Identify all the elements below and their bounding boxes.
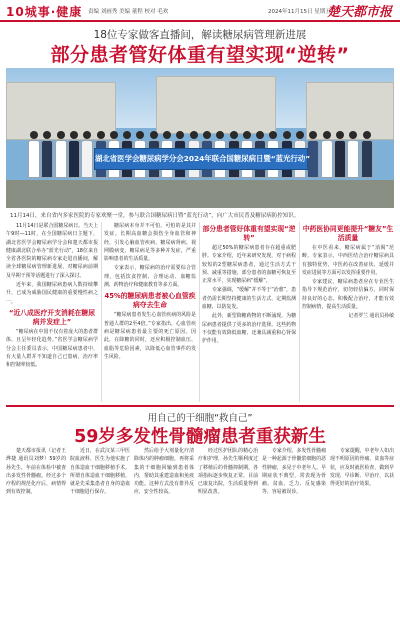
- column-divider: [199, 222, 200, 402]
- paragraph: 专家强调，“缓解”并不等于“治愈”，患者仍需长期坚持健康的生活方式，定期监测血糖，以防复发。: [202, 287, 296, 311]
- paragraph: 经过医护团队的精心治疗和护理，孙先生顺利度过了移植后的骨髓抑制期，各项指标逐步恢复正常，目前已康复出院，生活质量得到明显改善。: [198, 448, 258, 496]
- group-photo: [6, 68, 394, 208]
- article-column-4: [302, 222, 394, 402]
- byline: 记者罗兰 通讯员孙敏: [348, 313, 394, 320]
- article-column-2: [104, 222, 196, 402]
- person-head: [283, 131, 291, 139]
- photo-caption: 11月14日，来自省内多家医院的专家欢聚一堂，参与联合国糖尿病日暨“蓝光行动”，向广大市民普及糖尿病防控知识。: [10, 213, 300, 219]
- person-head: [43, 131, 51, 139]
- paragraph: 楚天都市报讯（记者王烨捷 通讯员刘梦）59岁的孙先生，年前在体检中被查出多发性骨髓瘤。经过多个疗程的规范化疗后，病情得到有效控制。: [6, 448, 66, 496]
- person-head: [243, 131, 251, 139]
- person-head: [216, 131, 224, 139]
- person-body: [68, 140, 80, 178]
- section-divider: [6, 405, 394, 407]
- person-body: [321, 140, 333, 178]
- person-figure: [28, 131, 40, 178]
- person-head: [123, 131, 131, 139]
- person-head: [230, 131, 238, 139]
- person-body: [28, 140, 40, 178]
- paragraph: 专家建议，糖尿病患者应在专业医生指导下规范治疗，切勿轻信偏方，同时保持良好的心态，积极配合治疗，才能有效控制病情，提高生活质量。: [302, 279, 394, 311]
- person-figure: [347, 131, 359, 178]
- section-subtitle: 45%的糖尿病患者被心血管疾病夺去生命: [104, 292, 196, 310]
- section-subtitle: 部分患者管好体重有望实现“逆转”: [202, 225, 296, 242]
- person-head: [309, 131, 317, 139]
- paragraph: 近日，在武汉某三甲医院血液科，医生为他实施了自体造血干细胞移植手术。所谓自体造血干细胞移植，就是先采集患者自身的造血干细胞进行保存。: [70, 448, 130, 496]
- column-divider: [101, 222, 102, 402]
- person-head: [349, 131, 357, 139]
- newspaper-logo: 楚天都市报: [326, 5, 392, 20]
- article-column: [134, 447, 194, 621]
- person-head: [70, 131, 78, 139]
- person-figure: [55, 131, 67, 178]
- article-column: [330, 447, 394, 621]
- second-kicker: 用自己的干细胞“救自己”: [147, 413, 253, 424]
- person-head: [296, 131, 304, 139]
- person-body: [41, 140, 53, 178]
- person-figure: [68, 131, 80, 178]
- paragraph: 11月14日是联合国糖尿病日。当天上午9时—11时，在全国糖尿病日主题下，湖北省医学会糖尿病学分会和楚天都市报健康湖北联合举办“蓝光行动”，18位来自全省各医院的糖尿病专家走进直播间，解读全球糖尿病管理新进展，对糖尿病前期及早期干预等话题进行了深入探讨。: [6, 223, 98, 279]
- photo-ground: [6, 180, 394, 208]
- paragraph: 专家介绍，多发性骨髓瘤是一种起源于骨髓浆细胞的恶性肿瘤，多见于中老年人。早期症状不典型，常表现为骨痛、贫血、乏力、反复感染等，容易被误诊。: [262, 448, 326, 496]
- paragraph: 在中医看来，糖尿病属于“消渴”范畴。专家表示，中西医结合治疗糖尿病具有独特优势，中医药在改善症状、延缓并发症进展等方面可以发挥重要作用。: [302, 245, 394, 276]
- event-banner: 湖北省医学会糖尿病学分会2024年联合国糖尿病日暨“蓝光行动”: [94, 148, 308, 170]
- issue-date: 2024年11月15日 星期五: [268, 9, 331, 15]
- person-head: [30, 131, 38, 139]
- photo-building: [156, 76, 276, 134]
- person-head: [363, 131, 371, 139]
- editors-line: 责编 刘画秀 美编 董程 校对 毛欢: [88, 9, 169, 15]
- person-head: [150, 131, 158, 139]
- person-body: [361, 140, 373, 178]
- article-column: [198, 447, 258, 621]
- person-body: [334, 140, 346, 178]
- person-figure: [81, 131, 93, 178]
- article-column: [6, 447, 66, 621]
- second-headline: 59岁多发性骨髓瘤患者重获新生: [74, 427, 326, 447]
- section-subtitle: 中药医协同更能提升“糖友”生活质量: [302, 225, 394, 242]
- person-head: [57, 131, 65, 139]
- person-body: [81, 140, 93, 178]
- lead-kicker: 18位专家做客直播间，解读糖尿病管理新进展: [93, 29, 307, 41]
- person-head: [256, 131, 264, 139]
- paragraph: “糖尿病在中国不仅有着庞大的患者群体，且呈年轻化趋势。”省医学会糖尿病学分会主任委员表示，中国糖尿病患者中，有大量人群并不知道自己已患病，治疗率和控制率较低。: [6, 328, 98, 369]
- masthead: [0, 0, 400, 22]
- second-article: [6, 447, 394, 623]
- paragraph: 专家提醒，中老年人如出现不明原因的骨痛、贫血等症状，应及时就医检查，做到早发现、早诊断、早治疗，以获得更好的治疗效果。: [330, 448, 394, 488]
- person-body: [347, 140, 359, 178]
- article-column: [262, 447, 326, 621]
- person-figure: [334, 131, 346, 178]
- paragraph: 然后给予大剂量化疗清除体内的肿瘤细胞，再将采集的干细胞回输到患者体内，帮助其重建造血和免疫功能。这种方式没有排异反应，安全性较高。: [134, 448, 194, 496]
- person-head: [97, 131, 105, 139]
- article-column-3: [202, 222, 296, 402]
- lead-article: [6, 222, 394, 402]
- section-title: 10城事·健康: [6, 5, 83, 19]
- paragraph: 此外，新型降糖药物的不断涌现，为糖尿病患者提供了更多的治疗选择。这些药物不仅能有效降低血糖，还兼具减重和心肾保护作用。: [202, 313, 296, 345]
- column-divider: [299, 222, 300, 402]
- person-head: [163, 131, 171, 139]
- paragraph: “糖尿病患者发生心血管疾病的风险是普通人群的2至4倍。”专家指出，心血管疾病是糖尿病患者最主要的死亡原因。因此，在降糖的同时，还应积极控制血压、血脂等危险因素，以降低心血管事件的发生风险。: [104, 312, 196, 360]
- person-head: [136, 131, 144, 139]
- person-figure: [361, 131, 373, 178]
- paragraph: 超过50%的糖尿病患者存在超重或肥胖。专家介绍，近年来研究发现，对于病程较短的2型糖尿病患者，通过生活方式干预、减重等措施，部分患者的血糖可恢复至正常水平，实现糖尿病“缓解”。: [202, 245, 296, 285]
- person-figure: [321, 131, 333, 178]
- paragraph: 专家表示，糖尿病的治疗需要综合管理，包括饮食控制、合理运动、血糖监测、药物治疗和健康教育等多方面。: [104, 265, 196, 289]
- person-head: [190, 131, 198, 139]
- person-body: [55, 140, 67, 178]
- paragraph: 近年来，我国糖尿病患病人数持续攀升，已成为威胁国民健康的重要慢性病之一。: [6, 282, 98, 305]
- person-head: [83, 131, 91, 139]
- person-head: [336, 131, 344, 139]
- person-head: [110, 131, 118, 139]
- person-head: [323, 131, 331, 139]
- person-head: [176, 131, 184, 139]
- lead-headline: 部分患者管好体重有望实现“逆转”: [50, 44, 350, 66]
- article-column-1: [6, 222, 98, 402]
- person-figure: [41, 131, 53, 178]
- person-head: [203, 131, 211, 139]
- article-column: [70, 447, 130, 621]
- person-head: [269, 131, 277, 139]
- section-subtitle: “近八成医疗开支消耗在糖尿病并发症上”: [8, 308, 96, 326]
- paragraph: 糖尿病本身并不可怕，可怕的是其并发症。长期高血糖会损伤全身血管和神经，引发心脑血管疾病、糖尿病肾病、视网膜病变、糖尿病足等多种并发症，严重影响患者的生活质量。: [104, 223, 196, 263]
